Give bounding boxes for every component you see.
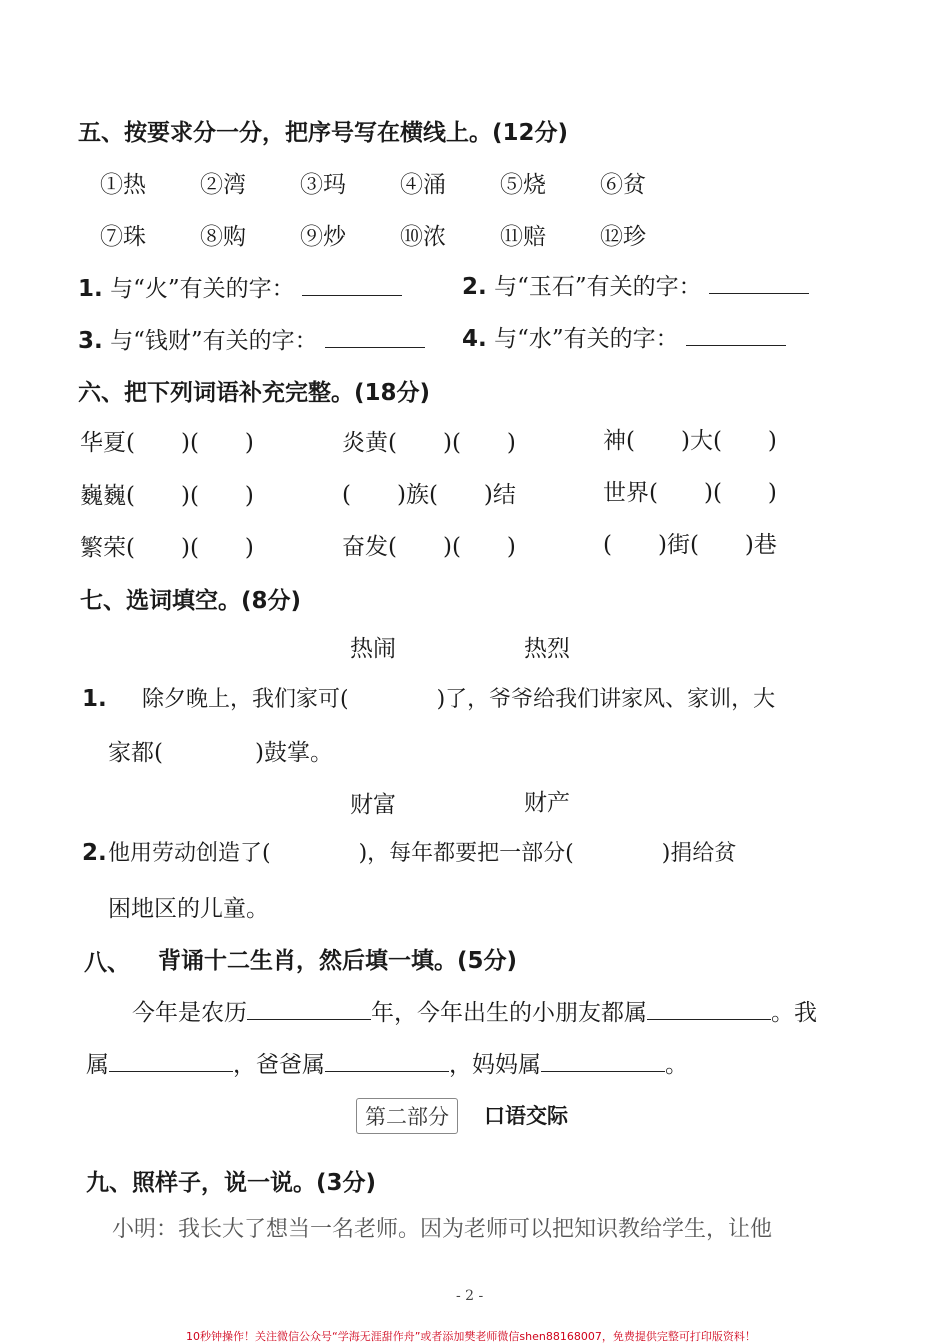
option-12: ⑫珍 [600, 224, 646, 250]
section-9-title: 九、照样子，说一说。(3分) [86, 1170, 377, 1196]
question-7-2-line2[interactable]: 困地区的儿童。 [108, 896, 269, 922]
answer-blank[interactable] [647, 999, 771, 1020]
word-choice: 热烈 [524, 636, 570, 662]
question-number: 2. [82, 840, 107, 866]
zodiac-line-2 [86, 1046, 688, 1079]
option-5: ⑤烧 [500, 172, 546, 198]
section-7-title: 七、选词填空。(8分) [80, 588, 302, 614]
answer-blank[interactable] [709, 273, 809, 294]
idiom-fill[interactable]: 华夏( )( ) [80, 430, 254, 456]
idiom-fill[interactable]: ( )街( )巷 [603, 532, 777, 558]
word-choice: 财富 [350, 792, 396, 818]
idiom-fill[interactable]: 炎黄( )( ) [342, 430, 516, 456]
idiom-fill[interactable]: ( )族( )结 [342, 482, 516, 508]
option-8: ⑧购 [200, 224, 246, 250]
section-6-title: 六、把下列词语补充完整。(18分) [78, 380, 431, 406]
question-7-1-line2[interactable]: 家都( )鼓掌。 [108, 740, 333, 766]
option-9: ⑨炒 [300, 224, 346, 250]
text: 。 [665, 1052, 688, 1078]
answer-blank[interactable] [541, 1051, 665, 1072]
promo-footer: 10秒钟操作！关注微信公众号“学海无涯甜作舟”或者添加樊老师微信shen88168007，免费提供完整可打印版资料！ [186, 1330, 756, 1343]
question-5-1 [78, 270, 402, 303]
question-text: 与“玉石”有关的字： [494, 274, 702, 300]
idiom-fill[interactable]: 世界( )( ) [603, 480, 777, 506]
idiom-fill[interactable]: 神( )大( ) [603, 428, 777, 454]
option-1: ①热 [100, 172, 146, 198]
text: 年，今年出生的小朋友都属 [371, 1000, 647, 1026]
question-5-4 [462, 320, 786, 353]
section-8-title: 背诵十二生肖，然后填一填。(5分) [158, 948, 518, 974]
option-2: ②湾 [200, 172, 246, 198]
question-text: 与“火”有关的字： [110, 276, 295, 302]
question-number: 2. [462, 274, 487, 300]
answer-blank[interactable] [325, 327, 425, 348]
text: ，妈妈属 [449, 1052, 541, 1078]
word-choice: 热闹 [350, 636, 396, 662]
section-8-number: 八、 [84, 950, 130, 976]
question-5-2 [462, 268, 809, 301]
answer-blank[interactable] [302, 275, 402, 296]
question-number: 3. [78, 328, 103, 354]
zodiac-line-1 [132, 994, 817, 1027]
example-line: 小明：我长大了想当一名老师。因为老师可以把知识教给学生，让他 [112, 1217, 773, 1242]
question-text: 与“水”有关的字： [494, 326, 679, 352]
answer-blank[interactable] [686, 325, 786, 346]
question-7-2-line1[interactable]: 他用劳动创造了( )，每年都要把一部分( )捐给贫 [108, 841, 737, 866]
text: ，爸爸属 [233, 1052, 325, 1078]
question-number: 4. [462, 326, 487, 352]
text: 属 [86, 1052, 109, 1078]
text: 今年是农历 [132, 1000, 247, 1026]
idiom-fill[interactable]: 奋发( )( ) [342, 534, 516, 560]
question-number: 1. [78, 276, 103, 302]
question-7-1-line1[interactable]: 除夕晚上，我们家可( )了，爷爷给我们讲家风、家训，大 [142, 687, 776, 712]
idiom-fill[interactable]: 巍巍( )( ) [80, 483, 254, 509]
section-5-title: 五、按要求分一分，把序号写在横线上。(12分) [78, 120, 569, 146]
question-5-3 [78, 322, 425, 355]
part-label-box: 第二部分 [356, 1098, 458, 1134]
option-6: ⑥贫 [600, 172, 646, 198]
option-3: ③玛 [300, 172, 346, 198]
answer-blank[interactable] [325, 1051, 449, 1072]
question-text: 与“钱财”有关的字： [110, 328, 318, 354]
option-10: ⑩浓 [400, 224, 446, 250]
answer-blank[interactable] [247, 999, 371, 1020]
text: 。我 [771, 1000, 817, 1026]
page-number: - 2 - [456, 1288, 484, 1304]
question-number: 1. [82, 686, 107, 712]
option-4: ④涌 [400, 172, 446, 198]
option-11: ⑪赔 [500, 224, 546, 250]
option-7: ⑦珠 [100, 224, 146, 250]
word-choice: 财产 [524, 790, 570, 816]
idiom-fill[interactable]: 繁荣( )( ) [80, 535, 254, 561]
part-title: 口语交际 [484, 1104, 568, 1128]
answer-blank[interactable] [109, 1051, 233, 1072]
